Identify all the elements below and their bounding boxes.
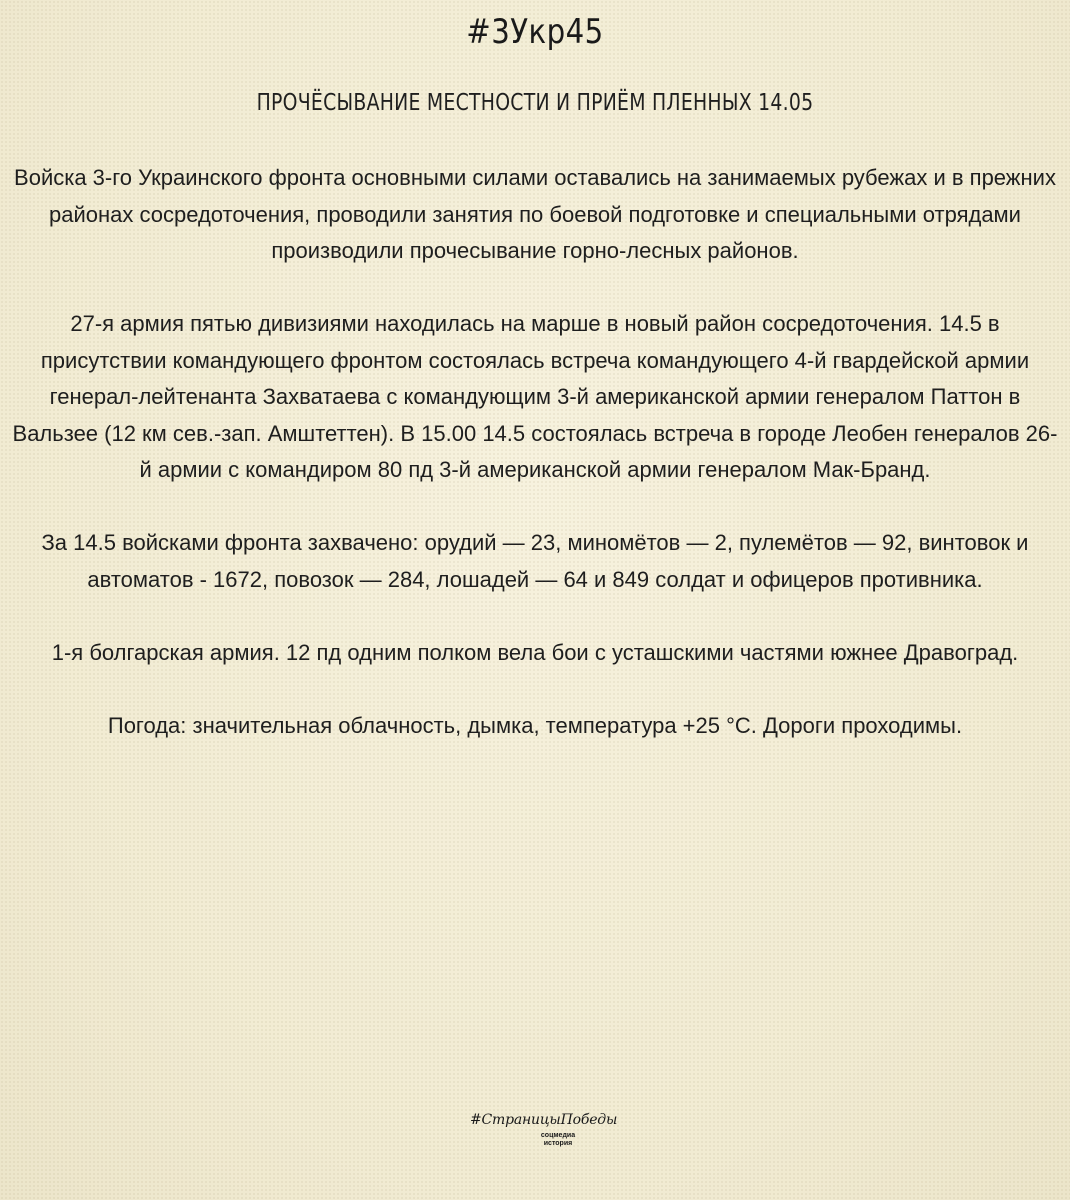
stranitsy-pobedy-logo bbox=[470, 1112, 618, 1152]
paragraph-front-status: Войска 3-го Украинского фронта основными силами оставались на занимаемых рубежах и в прежних районах сосредоточения, проводили занятия по боевой подготовке и специальными отрядами производили прочесывание горно-лесных районов. bbox=[14, 165, 1056, 263]
paragraph-bulgarian-army: 1-я болгарская армия. 12 пд одним полком вела бои с усташскими частями южнее Дравоград. bbox=[51, 639, 1019, 665]
logo-subtitle bbox=[536, 1132, 580, 1148]
paragraph-27th-army: 27-я армия пятью дивизиями находилась на марше в новый район сосредоточения. 14.5 в присутствии командующего фронтом состоялась встреча командующего 4-й гвардейской армии генерал-лейтенанта Захватаева с командующим 3-й американской армии генералом Паттон в Вальзее (12 км сев.-зап. Амштеттен). В 15.00 14.5 состоялась встреча в городе Леобен генералов 26-й армии с командиром 80 пд 3-й американской армии генералом Мак-Бранд. bbox=[12, 311, 1058, 482]
paragraph-captured: За 14.5 войсками фронта захвачено: орудий — 23, миномётов — 2, пулемётов — 92, винтовок и автоматов - 1672, повозок — 284, лошадей — 64 и 849 солдат и офицеров противника. bbox=[41, 530, 1029, 592]
page-heading: ПРОЧЁСЫВАНИЕ МЕСТНОСТИ И ПРИЁМ ПЛЕННЫХ 14.05 bbox=[256, 90, 814, 116]
logo-hashtag: #СтраницыПобеды bbox=[470, 1112, 618, 1128]
hashtag-title: #3Укр45 bbox=[466, 12, 604, 52]
logo-sub-line1: соцмедиа bbox=[540, 1132, 576, 1139]
paragraph-weather: Погода: значительная облачность, дымка, температура +25 °С. Дороги проходимы. bbox=[107, 712, 963, 738]
logo-sub-line2: история bbox=[543, 1140, 573, 1147]
body-text bbox=[10, 160, 1060, 781]
